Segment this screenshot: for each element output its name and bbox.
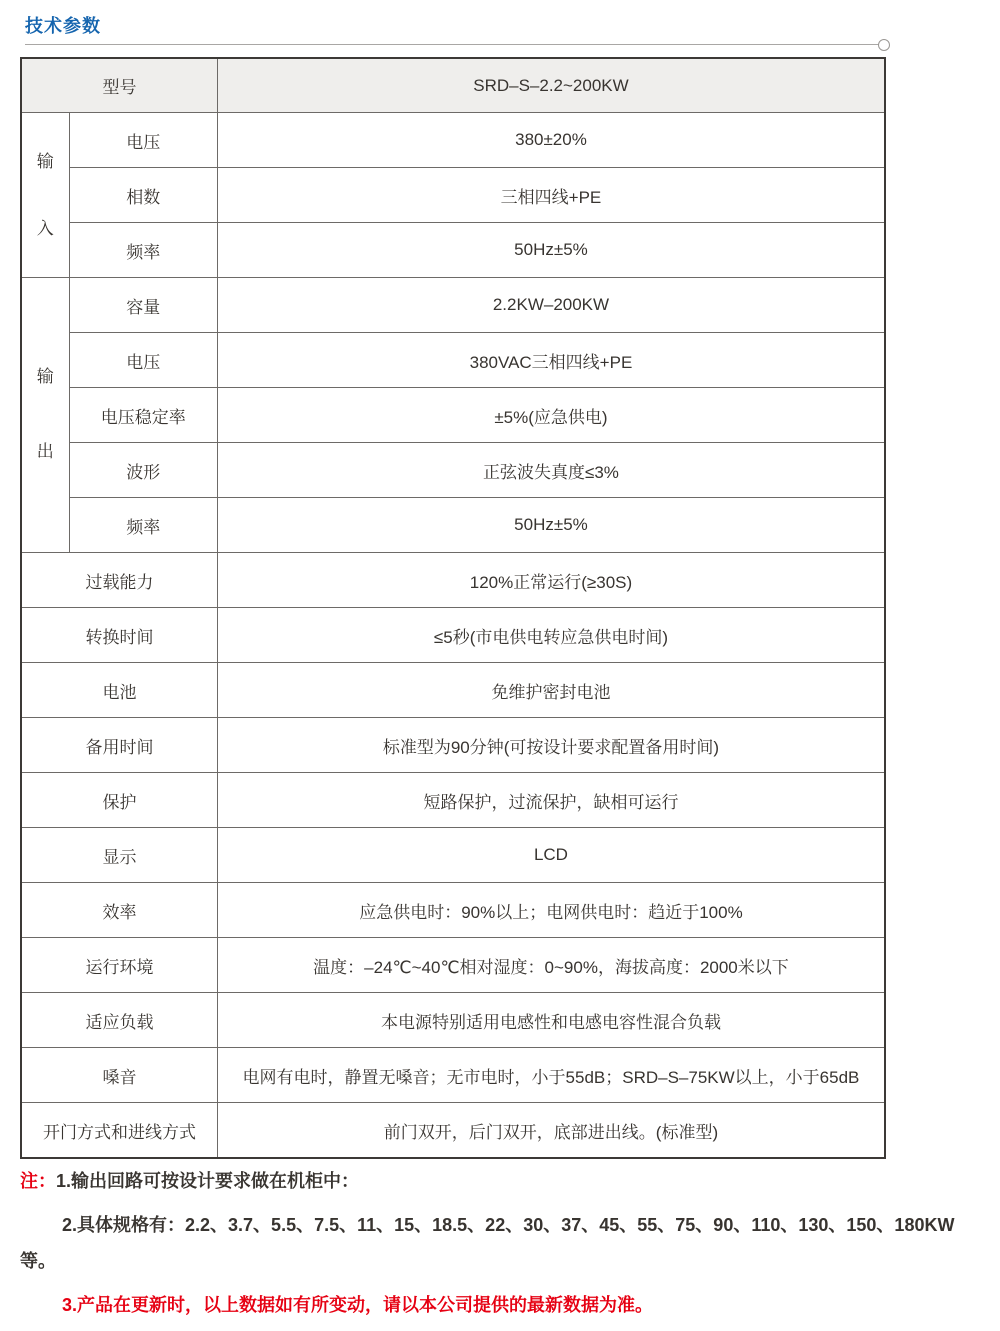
table-row — [21, 608, 885, 663]
row-label-cell: 效率 — [21, 883, 217, 938]
row-value-cell: 标准型为90分钟(可按设计要求配置备用时间) — [217, 718, 885, 773]
row-value-cell: 电网有电时，静置无嗓音；无市电时，小于55dB；SRD–S–75KW以上，小于65dB — [217, 1048, 885, 1103]
page-title: 技术参数 — [25, 16, 101, 36]
row-label-cell: 过载能力 — [21, 553, 217, 608]
row-label-cell: 电压 — [69, 333, 217, 388]
table-row — [21, 993, 885, 1048]
group-label-input — [21, 113, 69, 278]
table-row — [21, 938, 885, 993]
group-label-text: 输出 — [36, 367, 54, 461]
table-row — [21, 553, 885, 608]
table-row — [21, 773, 885, 828]
header-label-cell: 型号 — [21, 58, 217, 113]
row-label-cell: 备用时间 — [21, 718, 217, 773]
table-row — [21, 113, 885, 168]
table-row — [21, 223, 885, 278]
row-label-cell: 相数 — [69, 168, 217, 223]
row-label-cell: 适应负载 — [21, 993, 217, 1048]
table-row — [21, 1048, 885, 1103]
note-line-2: 2.具体规格有：2.2、3.7、5.5、7.5、11、15、18.5、22、30、37、45、55、75、90、110、130、150、180KW等。 — [20, 1215, 955, 1271]
row-label-cell: 波形 — [69, 443, 217, 498]
table-row — [21, 828, 885, 883]
row-value-cell: ≤5秒(市电供电转应急供电时间) — [217, 608, 885, 663]
header-value-cell: SRD–S–2.2~200KW — [217, 58, 885, 113]
row-label-cell: 频率 — [69, 498, 217, 553]
row-value-cell: 免维护密封电池 — [217, 663, 885, 718]
row-label-cell: 电压 — [69, 113, 217, 168]
note-1-text: 1.输出回路可按设计要求做在机柜中： — [56, 1171, 360, 1191]
row-label-cell: 开门方式和进线方式 — [21, 1103, 217, 1159]
row-value-cell: 50Hz±5% — [217, 498, 885, 553]
table-row — [21, 168, 885, 223]
row-value-cell: 50Hz±5% — [217, 223, 885, 278]
table-row — [21, 443, 885, 498]
row-label-cell: 转换时间 — [21, 608, 217, 663]
table-row — [21, 663, 885, 718]
table-row — [21, 333, 885, 388]
table-header-row — [21, 58, 885, 113]
notes-section — [20, 1163, 980, 1331]
row-value-cell: LCD — [217, 828, 885, 883]
table-row — [21, 1103, 885, 1159]
row-value-cell: 三相四线+PE — [217, 168, 885, 223]
note-prefix: 注： — [20, 1171, 56, 1191]
row-label-cell: 容量 — [69, 278, 217, 333]
row-label-cell: 电池 — [21, 663, 217, 718]
table-row — [21, 498, 885, 553]
row-label-cell: 显示 — [21, 828, 217, 883]
table-row — [21, 278, 885, 333]
row-value-cell: 正弦波失真度≤3% — [217, 443, 885, 498]
table-row — [21, 718, 885, 773]
row-label-cell: 保护 — [21, 773, 217, 828]
row-value-cell: 380±20% — [217, 113, 885, 168]
row-value-cell: 380VAC三相四线+PE — [217, 333, 885, 388]
table-row — [21, 883, 885, 938]
row-label-cell: 运行环境 — [21, 938, 217, 993]
row-value-cell: 短路保护，过流保护，缺相可运行 — [217, 773, 885, 828]
row-label-cell: 嗓音 — [21, 1048, 217, 1103]
note-line-1 — [20, 1163, 980, 1199]
title-underline — [25, 44, 878, 45]
note-line-3: 3.产品在更新时，以上数据如有所变动，请以本公司提供的最新数据为准。 — [62, 1295, 654, 1315]
row-value-cell: 2.2KW–200KW — [217, 278, 885, 333]
row-value-cell: ±5%(应急供电) — [217, 388, 885, 443]
row-label-cell: 频率 — [69, 223, 217, 278]
group-label-output — [21, 278, 69, 553]
row-value-cell: 温度：–24℃~40℃相对湿度：0~90%，海拔高度：2000米以下 — [217, 938, 885, 993]
row-value-cell: 120%正常运行(≥30S) — [217, 553, 885, 608]
row-value-cell: 应急供电时：90%以上；电网供电时：趋近于100% — [217, 883, 885, 938]
group-label-text: 输入 — [36, 151, 54, 238]
row-label-cell: 电压稳定率 — [69, 388, 217, 443]
row-value-cell: 前门双开，后门双开，底部进出线。(标准型) — [217, 1103, 885, 1159]
row-value-cell: 本电源特别适用电感性和电感电容性混合负载 — [217, 993, 885, 1048]
rule-end-circle-icon — [878, 39, 890, 51]
spec-table — [20, 57, 886, 1159]
table-row — [21, 388, 885, 443]
